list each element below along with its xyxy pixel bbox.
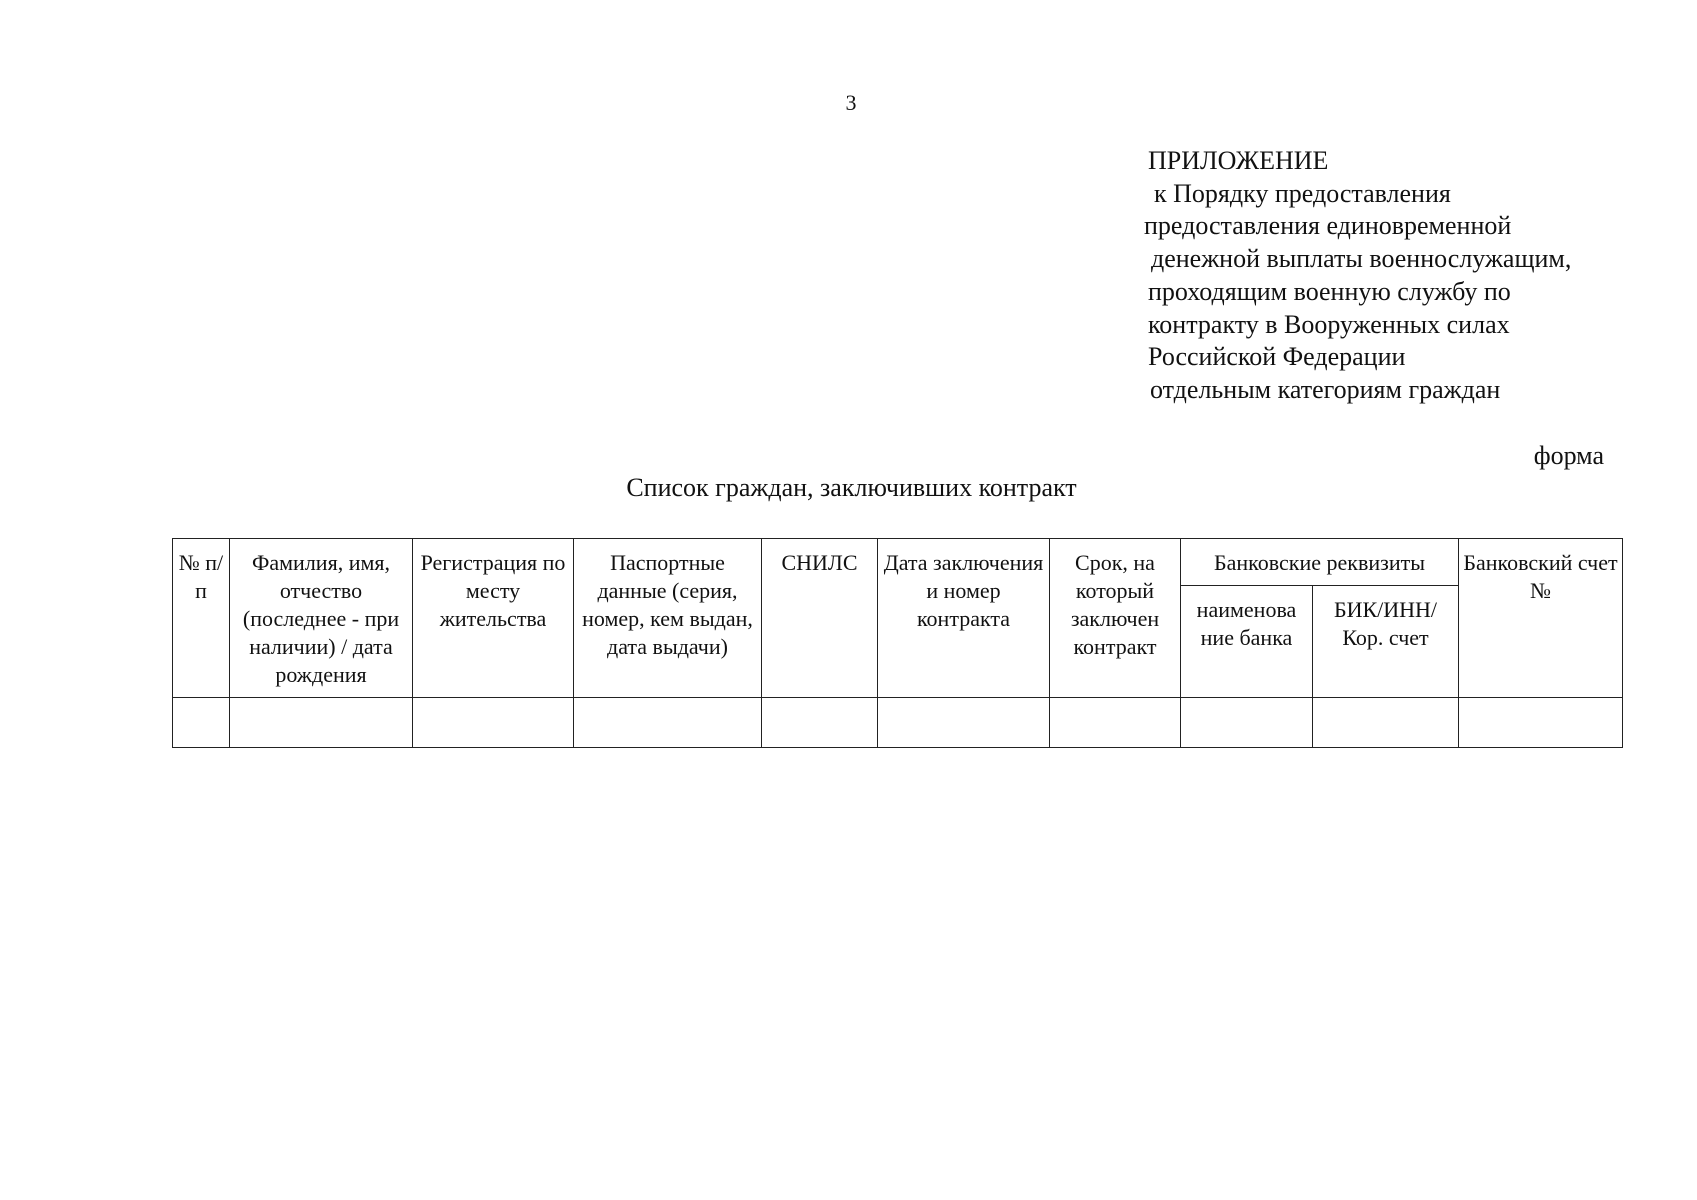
- annex-block: [1144, 145, 1572, 407]
- table-cell[interactable]: [762, 698, 878, 748]
- table-row: [173, 698, 1623, 748]
- annex-heading: ПРИЛОЖЕНИЕ: [1148, 146, 1329, 175]
- annex-line: проходящим военную службу по: [1148, 276, 1511, 306]
- col-fio-header: Фамилия, имя, отчество (последнее - при наличии) / дата рождения: [230, 539, 413, 698]
- annex-line: контракту в Вооруженных силах: [1148, 309, 1510, 339]
- citizens-table: [172, 538, 1623, 748]
- col-bank-details-header: Банковские реквизиты: [1181, 539, 1459, 586]
- table-cell[interactable]: [173, 698, 230, 748]
- col-contract-date-header: Дата заключения и номер контракта: [878, 539, 1050, 698]
- col-account-header: Банковский счет №: [1459, 539, 1623, 698]
- col-num-header: № п/п: [173, 539, 230, 698]
- col-bik-header: БИК/ИНН/ Кор. счет: [1313, 586, 1459, 698]
- table-cell[interactable]: [1181, 698, 1313, 748]
- col-term-header: Срок, на который заключен контракт: [1050, 539, 1181, 698]
- annex-line: Российской Федерации: [1148, 342, 1406, 372]
- table-cell[interactable]: [230, 698, 413, 748]
- col-bank-name-header: наименова ние банка: [1181, 586, 1313, 698]
- col-registration-header: Регистрация по месту жительства: [413, 539, 574, 698]
- document-title: Список граждан, заключивших контракт: [626, 473, 1077, 502]
- annex-line: денежной выплаты военнослужащим,: [1151, 244, 1572, 274]
- col-snils-header: СНИЛС: [762, 539, 878, 698]
- table-cell[interactable]: [1050, 698, 1181, 748]
- annex-line: отдельным категориям граждан: [1150, 374, 1501, 404]
- table-cell[interactable]: [1313, 698, 1459, 748]
- table-header-row: [173, 539, 1623, 586]
- annex-line: к Порядку предоставления: [1154, 178, 1451, 208]
- table-cell[interactable]: [413, 698, 574, 748]
- page-number: 3: [845, 90, 857, 115]
- table-cell[interactable]: [574, 698, 762, 748]
- form-label: форма: [1533, 441, 1604, 470]
- annex-line: предоставления единовременной: [1144, 211, 1512, 241]
- table-cell[interactable]: [878, 698, 1050, 748]
- col-passport-header: Паспортные данные (серия, номер, кем выдан, дата выдачи): [574, 539, 762, 698]
- table-cell[interactable]: [1459, 698, 1623, 748]
